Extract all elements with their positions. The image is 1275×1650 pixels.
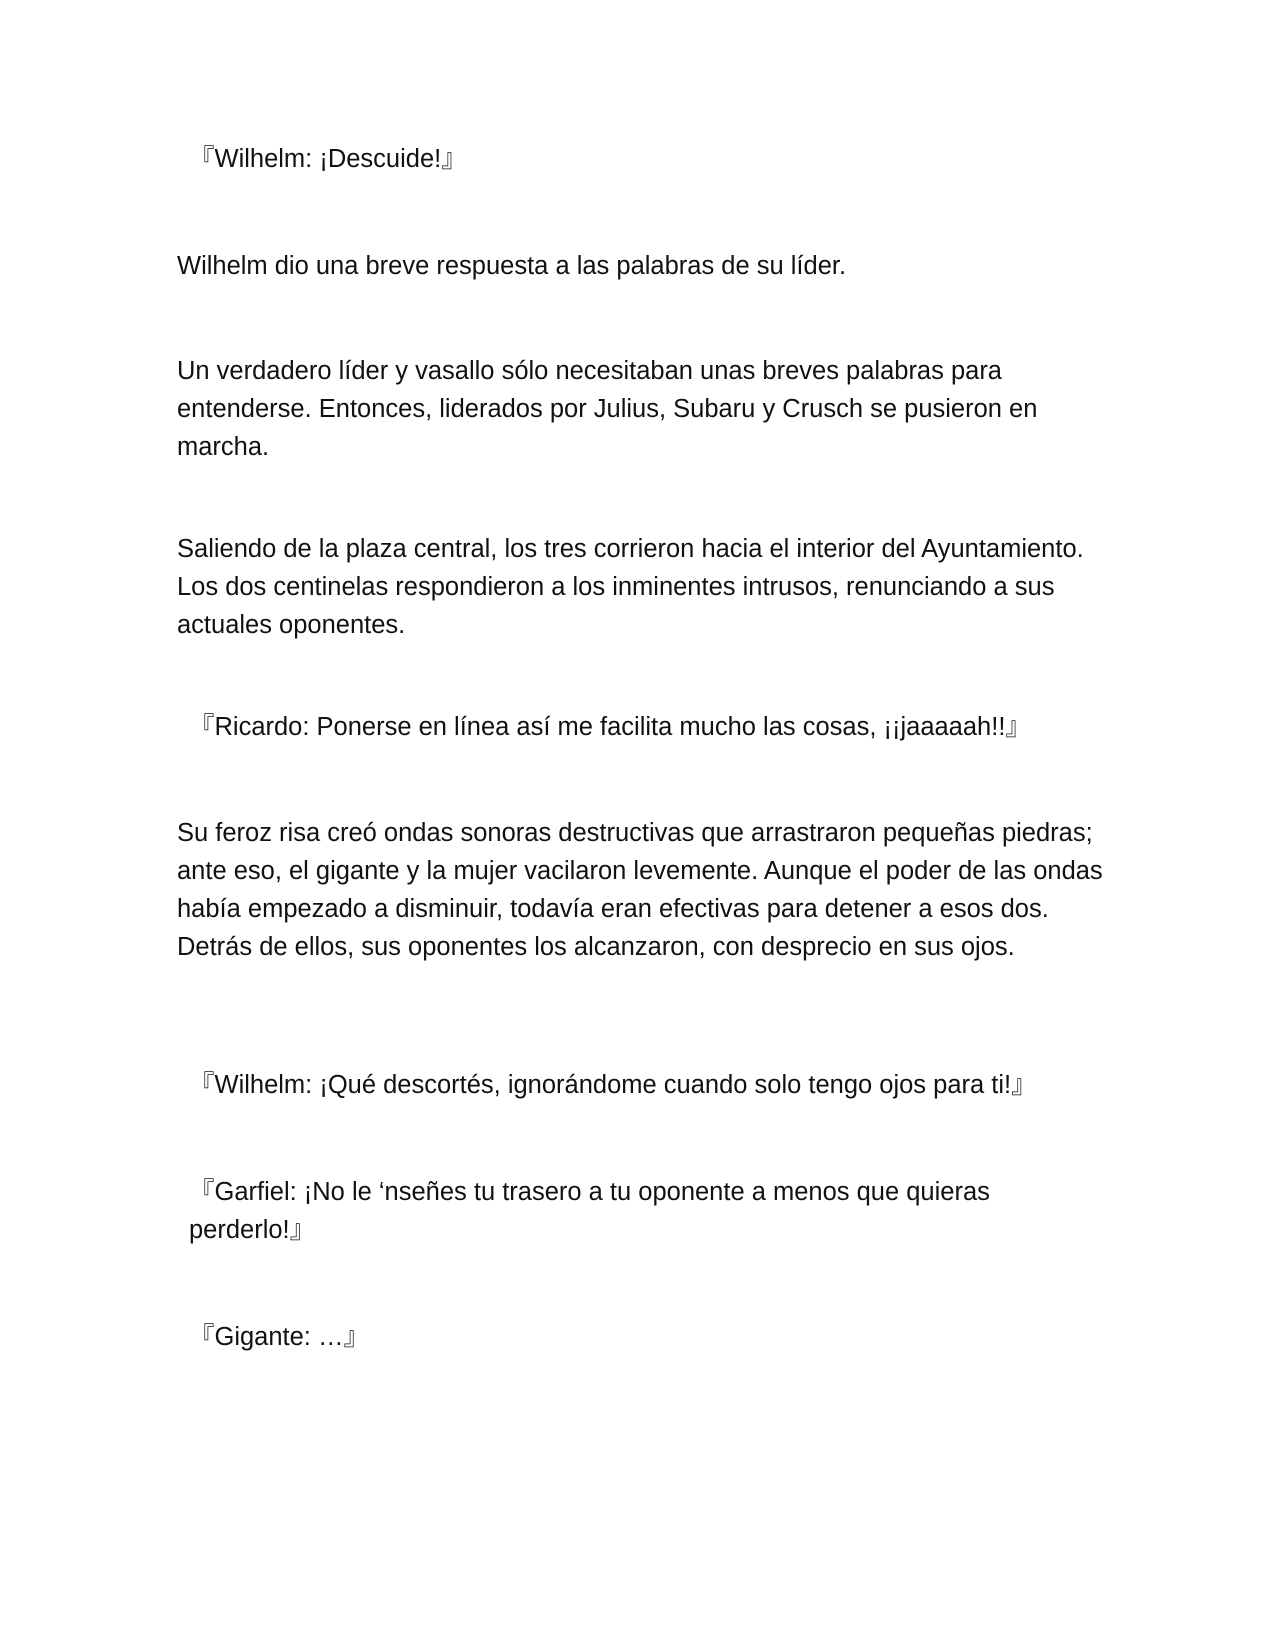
- narration-paragraph: Su feroz risa creó ondas sonoras destructivas que arrastraron pequeñas piedras; ante eso, el gigante y la mujer vacilaron levemente. Aunque el poder de las ondas había empezado a disminuir, todavía eran efectivas para detener a esos dos. Detrás de ellos, sus oponentes los alcanzaron, con desprecio en sus ojos.: [177, 819, 1103, 961]
- narration-paragraph: Saliendo de la plaza central, los tres corrieron hacia el interior del Ayuntamiento. Los dos centinelas respondieron a los inminentes intrusos, renunciando a sus actuales oponentes.: [177, 535, 1084, 639]
- dialogue-wilhelm-descortes: 『Wilhelm: ¡Qué descortés, ignorándome cuando solo tengo ojos para ti!』: [189, 1071, 1037, 1099]
- narration-paragraph: Wilhelm dio una breve respuesta a las palabras de su líder.: [177, 252, 847, 280]
- dialogue-wilhelm-descuide: 『Wilhelm: ¡Descuide!』: [189, 145, 467, 173]
- dialogue-gigante: 『Gigante: …』: [189, 1323, 369, 1351]
- narration-paragraph: Un verdadero líder y vasallo sólo necesitaban unas breves palabras para entenderse. Entonces, liderados por Julius, Subaru y Crusch se pusieron en marcha.: [177, 357, 1038, 461]
- dialogue-garfiel: 『Garfiel: ¡No le ‘nseñes tu trasero a tu oponente a menos que quieras perderlo!』: [189, 1178, 990, 1244]
- dialogue-ricardo: 『Ricardo: Ponerse en línea así me facilita mucho las cosas, ¡¡jaaaaah!!』: [189, 713, 1031, 741]
